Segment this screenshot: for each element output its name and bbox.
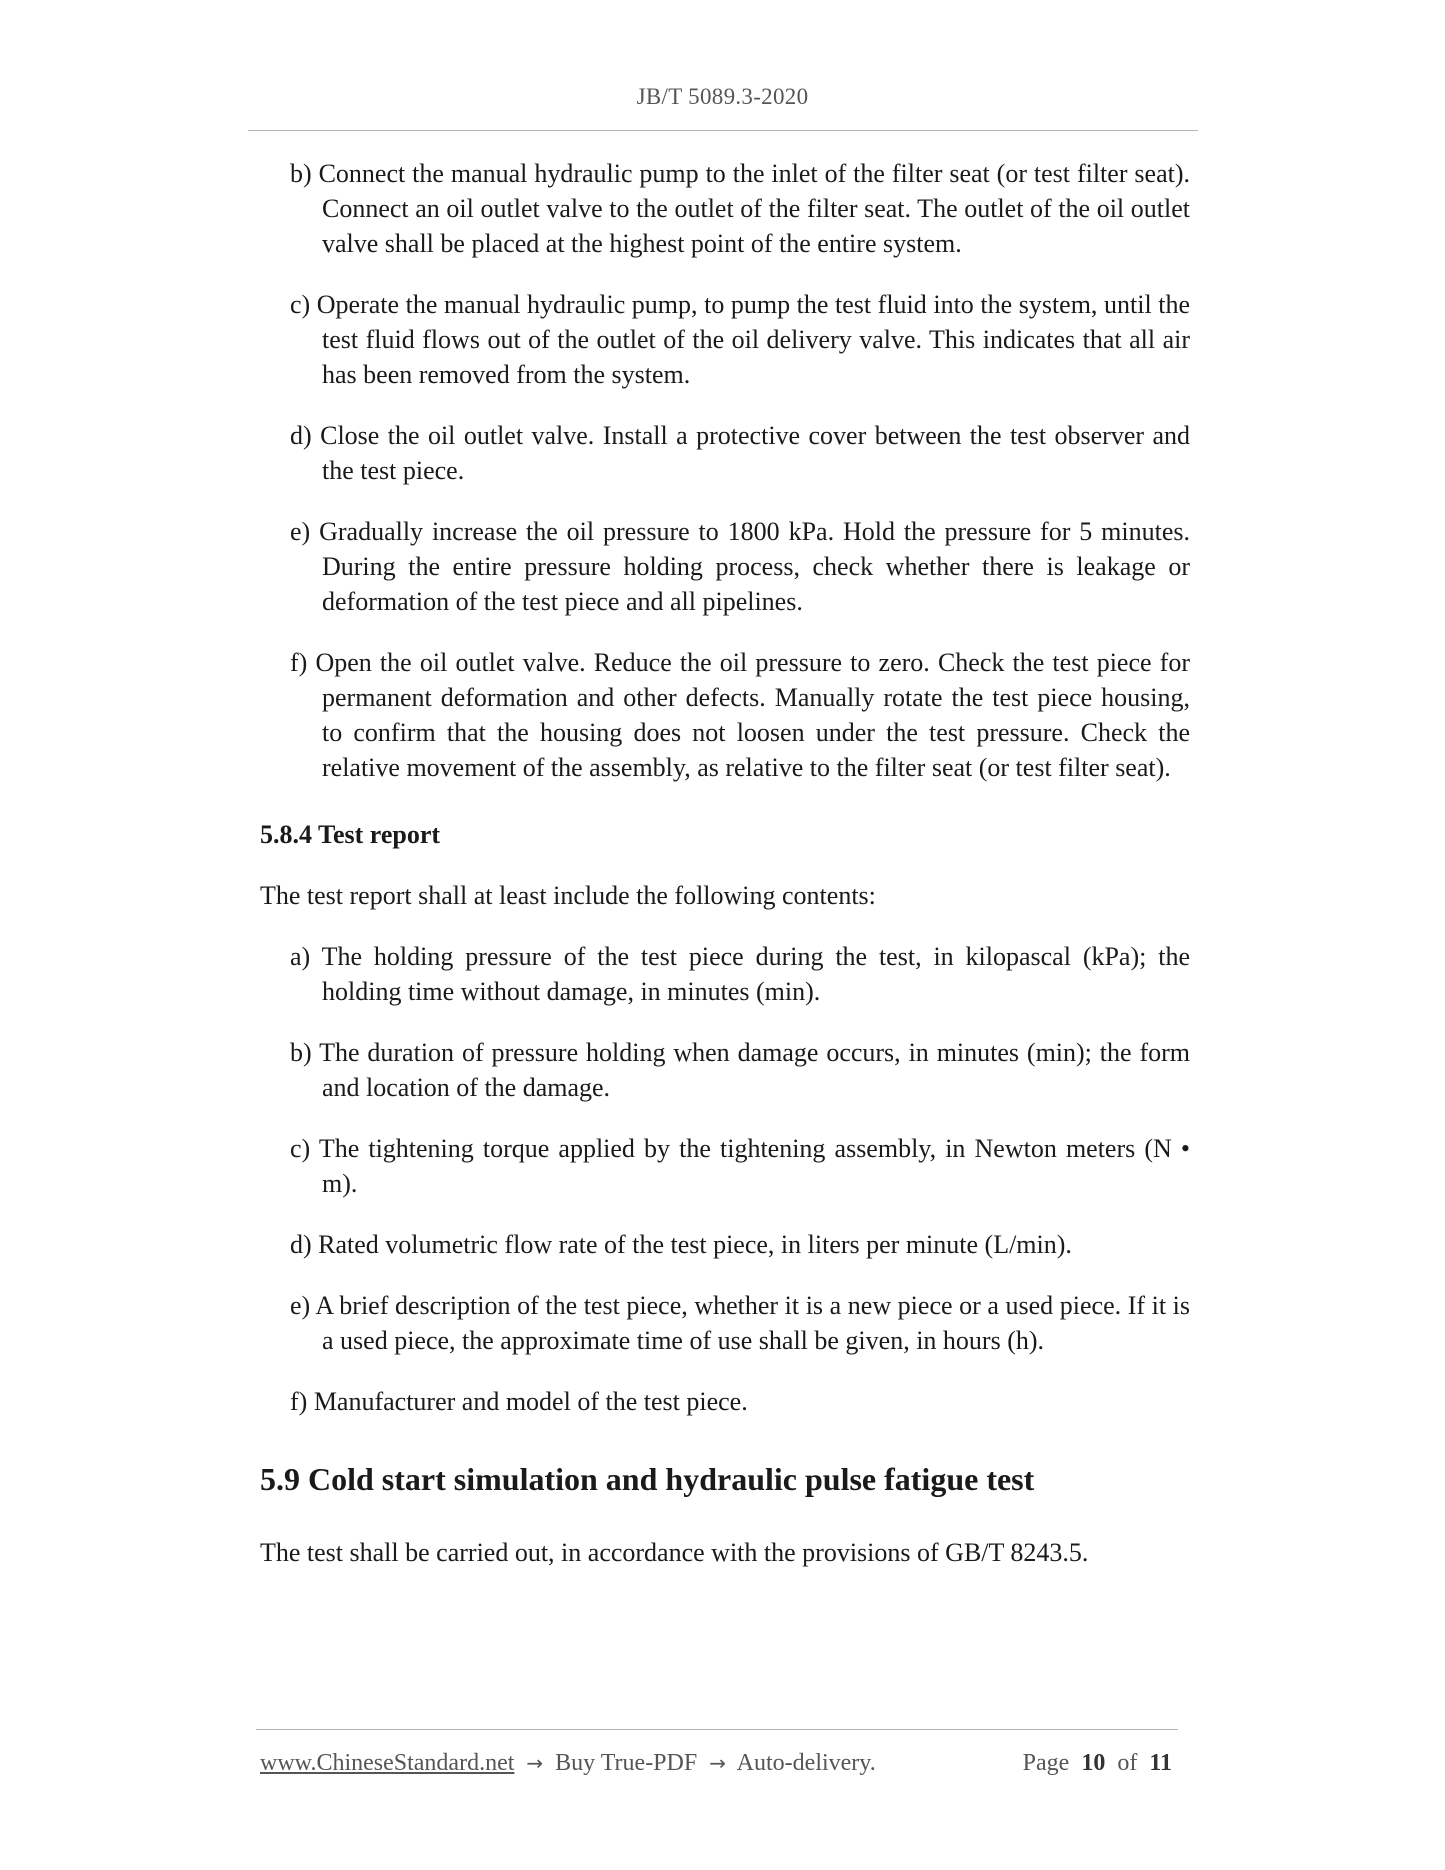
website-link[interactable]: www.ChineseStandard.net (260, 1750, 515, 1776)
footer-links (260, 1750, 876, 1777)
subsection-heading: 5.8.4 Test report (260, 820, 441, 849)
header-divider (248, 130, 1198, 131)
procedure-item-c: c) Operate the manual hydraulic pump, to pump the test fluid into the system, until the test fluid flows out of the outlet of the oil delivery valve. This indicates that all air has been removed from the system. (290, 290, 1190, 389)
auto-delivery-text: Auto-delivery. (736, 1750, 876, 1776)
buy-pdf-text: Buy True-PDF (555, 1750, 698, 1776)
page-footer (260, 1750, 1178, 1782)
page-total: 11 (1149, 1750, 1172, 1776)
report-item-d: d) Rated volumetric flow rate of the test piece, in liters per minute (L/min). (290, 1230, 1072, 1259)
report-intro: The test report shall at least include the following contents: (260, 881, 876, 910)
section-heading: 5.9 Cold start simulation and hydraulic pulse fatigue test (260, 1461, 1035, 1497)
report-item-b: b) The duration of pressure holding when damage occurs, in minutes (min); the form and location of the damage. (290, 1038, 1190, 1102)
report-item-a: a) The holding pressure of the test piece during the test, in kilopascal (kPa); the holding time without damage, in minutes (min). (290, 942, 1190, 1006)
procedure-item-b: b) Connect the manual hydraulic pump to the inlet of the filter seat (or test filter seat). Connect an oil outlet valve to the outlet of the filter seat. The outlet of the oil outlet valve shall be placed at the highest point of the entire system. (290, 159, 1190, 258)
procedure-item-f: f) Open the oil outlet valve. Reduce the oil pressure to zero. Check the test piece for permanent deformation and other defects. Manually rotate the test piece housing, to confirm that the housing does not loosen under the test pressure. Check the relative movement of the assembly, as relative to the filter seat (or test filter seat). (290, 648, 1190, 782)
page-body (260, 156, 1190, 1596)
page-number (1023, 1750, 1178, 1777)
section-body: The test shall be carried out, in accordance with the provisions of GB/T 8243.5. (260, 1538, 1089, 1567)
report-item-c: c) The tightening torque applied by the tightening assembly, in Newton meters (N • m). (290, 1134, 1190, 1198)
footer-divider (256, 1729, 1178, 1730)
arrow-right-icon: → (709, 1751, 726, 1775)
page-label: Page (1022, 1750, 1070, 1776)
report-item-e: e) A brief description of the test piece, whether it is a new piece or a used piece. If it is a used piece, the approximate time of use shall be given, in hours (h). (290, 1291, 1190, 1355)
procedure-item-e: e) Gradually increase the oil pressure to 1800 kPa. Hold the pressure for 5 minutes. During the entire pressure holding process, check whether there is leakage or deformation of the test piece and all pipelines. (290, 517, 1190, 616)
page-current: 10 (1081, 1750, 1106, 1776)
document-code-header: JB/T 5089.3-2020 (636, 84, 809, 109)
report-item-f: f) Manufacturer and model of the test piece. (290, 1387, 748, 1416)
procedure-item-d: d) Close the oil outlet valve. Install a protective cover between the test observer and the test piece. (290, 421, 1190, 485)
arrow-right-icon: → (526, 1751, 544, 1775)
page-of-label: of (1117, 1750, 1138, 1776)
